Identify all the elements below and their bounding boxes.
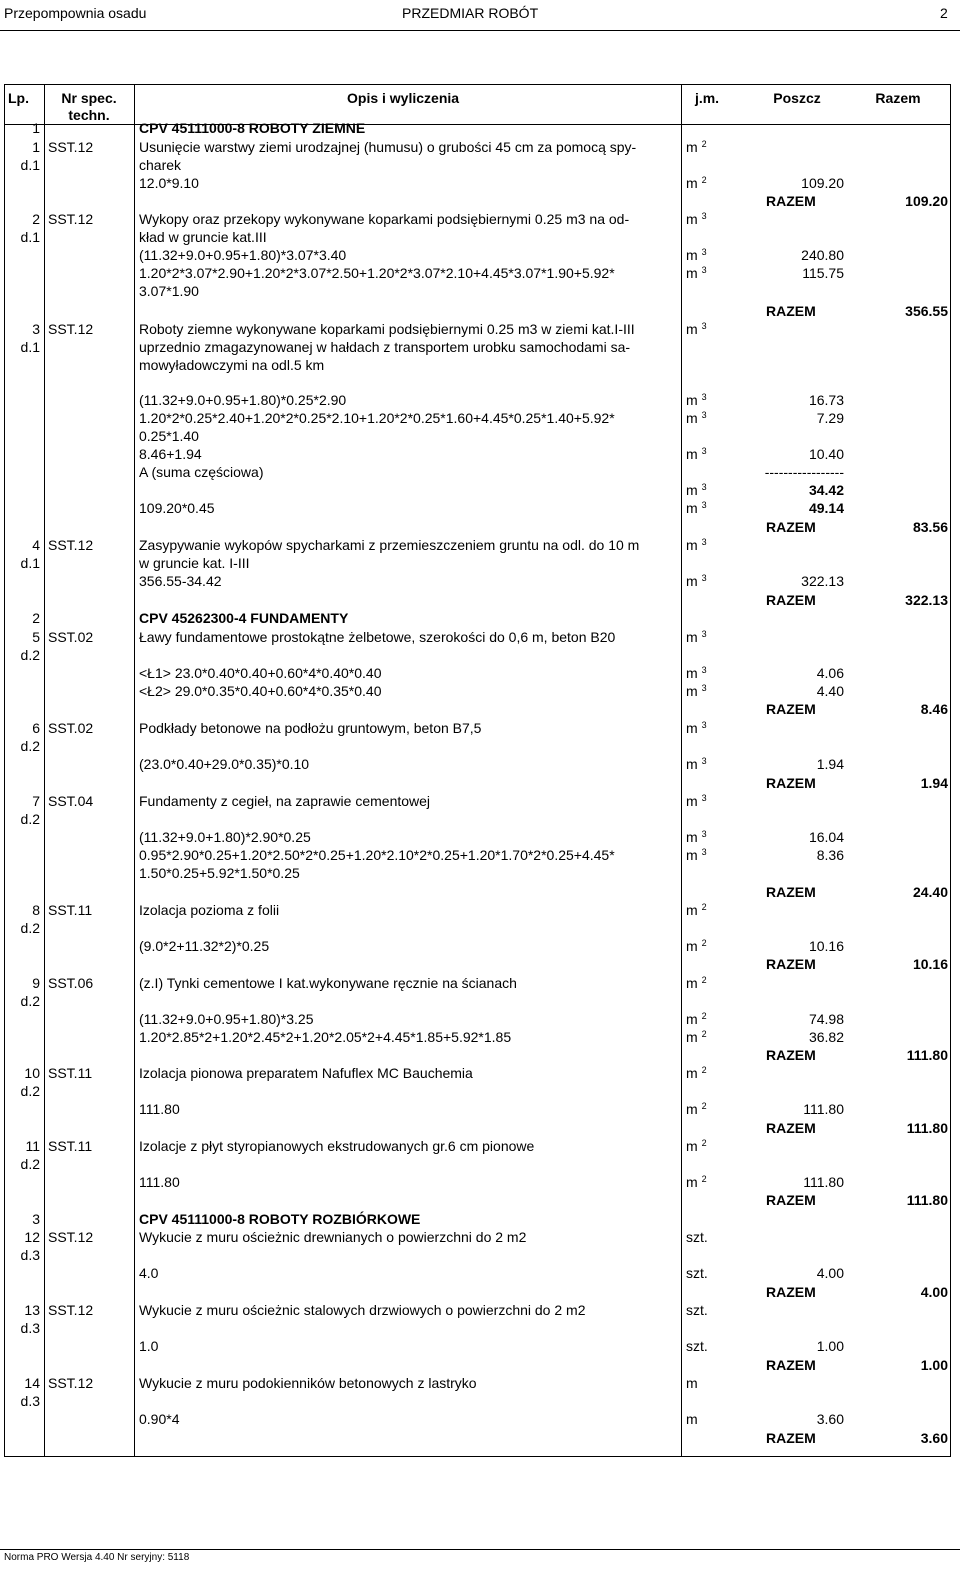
- spec-code: SST.12: [48, 537, 94, 553]
- unit-base: m: [686, 1411, 698, 1427]
- unit-exponent: 3: [701, 500, 707, 510]
- spec-code: SST.11: [48, 1065, 93, 1081]
- unit-base: m: [686, 938, 698, 954]
- spec-code: SST.12: [48, 321, 94, 337]
- unit-base: m: [686, 1375, 698, 1391]
- section-heading: CPV 45262300-4 FUNDAMENTY: [139, 610, 349, 626]
- item-number: 1: [32, 139, 40, 155]
- column-divider-spec: [134, 84, 135, 1456]
- partial-quantity: 4.00: [816, 1265, 844, 1281]
- item-description: 1.50*0.25+5.92*1.50*0.25: [139, 865, 300, 881]
- unit-of-measure: [686, 1137, 707, 1155]
- unit-base: szt.: [686, 1265, 708, 1281]
- table-right-border: [950, 84, 951, 1456]
- column-divider-desc: [681, 84, 682, 1456]
- unit-exponent: 3: [701, 629, 707, 639]
- item-description: charek: [139, 157, 182, 173]
- item-number: 2: [32, 211, 40, 227]
- item-number: d.2: [20, 1083, 40, 1099]
- item-description: (23.0*0.40+29.0*0.35)*0.10: [139, 756, 310, 772]
- unit-base: m: [686, 1065, 698, 1081]
- item-number: d.2: [20, 811, 40, 827]
- partial-quantity: 115.75: [802, 265, 844, 281]
- item-description: 356.55-34.42: [139, 573, 222, 589]
- unit-of-measure: [686, 1064, 707, 1082]
- unit-base: m: [686, 629, 698, 645]
- item-description: Fundamenty z cegieł, na zaprawie cementowej: [139, 793, 431, 809]
- item-description: Izolacje z płyt styropianowych ekstrudowanych gr.6 cm pionowe: [139, 1138, 535, 1154]
- spec-code: SST.02: [48, 720, 94, 736]
- razem-label: RAZEM: [766, 1430, 816, 1446]
- item-number: 1: [32, 120, 40, 136]
- item-description: uprzednio zmagazynowanej w hałdach z transportem urobku samochodami sa-: [139, 339, 631, 355]
- item-number: d.1: [20, 339, 40, 355]
- total-quantity: 111.80: [906, 1192, 948, 1208]
- item-description: <Ł1> 23.0*0.40*0.40+0.60*4*0.40*0.40: [139, 665, 382, 681]
- total-quantity: 111.80: [906, 1120, 948, 1136]
- item-description: Podkłady betonowe na podłożu gruntowym, beton B7,5: [139, 720, 482, 736]
- item-number: 8: [32, 902, 40, 918]
- unit-base: m: [686, 265, 698, 281]
- unit-exponent: 2: [701, 1138, 707, 1148]
- item-description: (11.32+9.0+0.95+1.80)*0.25*2.90: [139, 392, 347, 408]
- item-description: Izolacja pionowa preparatem Nafuflex MC Bauchemia: [139, 1065, 473, 1081]
- unit-base: m: [686, 175, 698, 191]
- item-description: A (suma częściowa): [139, 464, 264, 480]
- unit-base: m: [686, 1138, 698, 1154]
- footer-rule: [0, 1549, 960, 1550]
- partial-quantity: 4.40: [816, 683, 844, 699]
- item-description: Wykucie z muru ościeżnic stalowych drzwiowych o powierzchni do 2 m2: [139, 1302, 586, 1318]
- unit-of-measure: [686, 664, 707, 682]
- table-bottom-border: [4, 1456, 951, 1457]
- item-description: 0.25*1.40: [139, 428, 199, 444]
- unit-base: m: [686, 793, 698, 809]
- unit-base: m: [686, 1174, 698, 1190]
- unit-base: m: [686, 756, 698, 772]
- razem-label: RAZEM: [766, 701, 816, 717]
- unit-exponent: 3: [701, 321, 707, 331]
- unit-exponent: 3: [701, 665, 707, 675]
- spec-code: SST.06: [48, 975, 94, 991]
- item-description: 12.0*9.10: [139, 175, 199, 191]
- partial-quantity: 322.13: [801, 573, 844, 589]
- unit-of-measure: [686, 264, 707, 282]
- razem-label: RAZEM: [766, 519, 816, 535]
- unit-base: m: [686, 573, 698, 589]
- unit-of-measure: [686, 1264, 708, 1282]
- item-number: 3: [32, 321, 40, 337]
- item-number: 13: [24, 1302, 40, 1318]
- unit-of-measure: [686, 937, 707, 955]
- total-quantity: 4.00: [920, 1284, 948, 1300]
- header-page-number: 2: [940, 5, 948, 21]
- item-number: d.2: [20, 1156, 40, 1172]
- unit-of-measure: [686, 481, 707, 499]
- unit-base: m: [686, 211, 698, 227]
- unit-base: m: [686, 500, 698, 516]
- item-description: (9.0*2+11.32*2)*0.25: [139, 938, 270, 954]
- column-divider-lp: [44, 84, 45, 1456]
- unit-exponent: 3: [701, 211, 707, 221]
- unit-exponent: 2: [701, 175, 707, 185]
- unit-of-measure: [686, 1028, 707, 1046]
- unit-of-measure: [686, 628, 707, 646]
- partial-quantity: 16.04: [808, 829, 844, 845]
- unit-base: m: [686, 1101, 698, 1117]
- unit-of-measure: [686, 1173, 707, 1191]
- item-number: 14: [24, 1375, 40, 1391]
- spec-code: SST.12: [48, 1375, 94, 1391]
- item-description: Zasypywanie wykopów spycharkami z przemieszczeniem gruntu na odl. do 10 m: [139, 537, 640, 553]
- partial-quantity: 240.80: [801, 247, 844, 263]
- unit-base: m: [686, 482, 698, 498]
- partial-quantity: 7.29: [816, 410, 844, 426]
- unit-of-measure: [686, 846, 707, 864]
- unit-of-measure: [686, 974, 707, 992]
- razem-label: RAZEM: [766, 775, 816, 791]
- spec-code: SST.12: [48, 139, 94, 155]
- unit-base: m: [686, 537, 698, 553]
- unit-of-measure: [686, 901, 707, 919]
- unit-of-measure: [686, 682, 707, 700]
- column-header-spec-line2: techn.: [68, 107, 110, 123]
- table-top-border: [4, 84, 951, 85]
- razem-label: RAZEM: [766, 303, 816, 319]
- item-description: Roboty ziemne wykonywane koparkami podsiębiernymi 0.25 m3 w ziemi kat.I-III: [139, 321, 635, 337]
- item-description: (11.32+9.0+1.80)*2.90*0.25: [139, 829, 311, 845]
- unit-of-measure: [686, 719, 707, 737]
- unit-exponent: 2: [701, 1065, 707, 1075]
- item-number: 7: [32, 793, 40, 809]
- item-description: Wykucie z muru podokienników betonowych z lastryko: [139, 1375, 477, 1391]
- item-description: mowyładowczymi na odl.5 km: [139, 357, 325, 373]
- partial-quantity: 8.36: [816, 847, 844, 863]
- item-description: 1.20*2*0.25*2.40+1.20*2*0.25*2.10+1.20*2*0.25*1.60+4.45*0.25*1.40+5.92*: [139, 410, 615, 426]
- unit-base: m: [686, 139, 698, 155]
- unit-of-measure: [686, 246, 707, 264]
- item-number: 9: [32, 975, 40, 991]
- column-header-unit: j.m.: [694, 90, 720, 106]
- spec-code: SST.12: [48, 1229, 94, 1245]
- total-quantity: 8.46: [920, 701, 948, 717]
- unit-exponent: 2: [701, 139, 707, 149]
- item-description: 3.07*1.90: [139, 283, 199, 299]
- unit-base: m: [686, 665, 698, 681]
- total-quantity: 3.60: [920, 1430, 948, 1446]
- partial-quantity: 111.80: [803, 1101, 844, 1117]
- unit-exponent: 3: [701, 537, 707, 547]
- partial-quantity: -----------------: [764, 464, 844, 480]
- unit-base: m: [686, 446, 698, 462]
- unit-exponent: 3: [701, 482, 707, 492]
- item-description: 111.80: [139, 1174, 180, 1190]
- unit-base: m: [686, 410, 698, 426]
- item-description: Izolacja pozioma z folii: [139, 902, 280, 918]
- unit-of-measure: [686, 210, 707, 228]
- item-number: d.3: [20, 1393, 40, 1409]
- razem-label: RAZEM: [766, 1047, 816, 1063]
- unit-exponent: 2: [701, 1029, 707, 1039]
- column-header-razem: Razem: [875, 90, 921, 106]
- item-number: 4: [32, 537, 40, 553]
- unit-base: m: [686, 1011, 698, 1027]
- section-heading: CPV 45111000-8 ROBOTY ROZBIÓRKOWE: [139, 1211, 421, 1227]
- unit-exponent: 3: [701, 829, 707, 839]
- item-number: 6: [32, 720, 40, 736]
- unit-base: m: [686, 720, 698, 736]
- unit-of-measure: [686, 391, 707, 409]
- item-number: 3: [32, 1211, 40, 1227]
- partial-quantity: 10.40: [808, 446, 844, 462]
- unit-exponent: 3: [701, 446, 707, 456]
- partial-quantity: 74.98: [808, 1011, 844, 1027]
- unit-of-measure: [686, 755, 707, 773]
- unit-exponent: 2: [701, 1011, 707, 1021]
- spec-code: SST.04: [48, 793, 94, 809]
- total-quantity: 1.94: [920, 775, 948, 791]
- item-description: 1.20*2.85*2+1.20*2.45*2+1.20*2.05*2+4.45*1.85+5.92*1.85: [139, 1029, 512, 1045]
- item-number: d.1: [20, 229, 40, 245]
- item-description: 8.46+1.94: [139, 446, 202, 462]
- header-rule: [0, 30, 960, 31]
- partial-quantity: 4.06: [816, 665, 844, 681]
- unit-exponent: 2: [701, 1101, 707, 1111]
- partial-quantity: 1.94: [816, 756, 844, 772]
- item-number: d.1: [20, 555, 40, 571]
- unit-base: m: [686, 829, 698, 845]
- unit-exponent: 3: [701, 247, 707, 257]
- partial-quantity: 36.82: [808, 1029, 844, 1045]
- unit-of-measure: [686, 536, 707, 554]
- item-description: 111.80: [139, 1101, 180, 1117]
- item-description: Usunięcie warstwy ziemi urodzajnej (humusu) o grubości 45 cm za pomocą spy-: [139, 139, 637, 155]
- item-description: 0.90*4: [139, 1411, 180, 1427]
- unit-exponent: 2: [701, 938, 707, 948]
- unit-base: m: [686, 847, 698, 863]
- partial-quantity: 3.60: [816, 1411, 844, 1427]
- item-number: 11: [25, 1138, 40, 1154]
- razem-label: RAZEM: [766, 1284, 816, 1300]
- unit-exponent: 3: [701, 756, 707, 766]
- partial-quantity: 49.14: [808, 500, 844, 516]
- total-quantity: 24.40: [912, 884, 948, 900]
- footer-software-info: Norma PRO Wersja 4.40 Nr seryjny: 5118: [4, 1552, 190, 1563]
- unit-of-measure: [686, 174, 707, 192]
- section-heading: CPV 45111000-8 ROBOTY ZIEMNE: [139, 120, 366, 136]
- unit-base: szt.: [686, 1302, 708, 1318]
- unit-exponent: 2: [701, 902, 707, 912]
- partial-quantity: 16.73: [808, 392, 844, 408]
- unit-of-measure: [686, 1100, 707, 1118]
- unit-of-measure: [686, 499, 707, 517]
- unit-of-measure: [686, 445, 707, 463]
- unit-exponent: 3: [701, 573, 707, 583]
- item-number: d.3: [20, 1320, 40, 1336]
- spec-code: SST.12: [48, 1302, 94, 1318]
- razem-label: RAZEM: [766, 956, 816, 972]
- unit-exponent: 2: [701, 1174, 707, 1184]
- spec-code: SST.11: [48, 1138, 93, 1154]
- unit-exponent: 2: [701, 975, 707, 985]
- item-description: 0.95*2.90*0.25+1.20*2.50*2*0.25+1.20*2.10*2*0.25+1.20*1.70*2*0.25+4.45*: [139, 847, 615, 863]
- partial-quantity: 34.42: [808, 482, 844, 498]
- column-header-poszcz: Poszcz: [773, 90, 821, 106]
- partial-quantity: 1.00: [816, 1338, 844, 1354]
- unit-base: m: [686, 392, 698, 408]
- unit-exponent: 3: [701, 683, 707, 693]
- razem-label: RAZEM: [766, 193, 816, 209]
- column-header-spec-line1: Nr spec.: [61, 90, 117, 106]
- partial-quantity: 111.80: [803, 1174, 844, 1190]
- spec-code: SST.11: [48, 902, 93, 918]
- item-description: 4.0: [139, 1265, 159, 1281]
- item-description: kład w gruncie kat.III: [139, 229, 267, 245]
- unit-exponent: 3: [701, 847, 707, 857]
- item-number: d.2: [20, 920, 40, 936]
- total-quantity: 83.56: [912, 519, 948, 535]
- item-number: 5: [32, 629, 40, 645]
- item-description: Wykucie z muru ościeżnic drewnianych o powierzchni do 2 m2: [139, 1229, 527, 1245]
- total-quantity: 111.80: [906, 1047, 948, 1063]
- item-description: w gruncie kat. I-III: [139, 555, 250, 571]
- partial-quantity: 109.20: [801, 175, 844, 191]
- unit-base: szt.: [686, 1338, 708, 1354]
- razem-label: RAZEM: [766, 1192, 816, 1208]
- total-quantity: 1.00: [920, 1357, 948, 1373]
- unit-of-measure: [686, 409, 707, 427]
- spec-code: SST.12: [48, 211, 94, 227]
- item-number: 12: [24, 1229, 40, 1245]
- header-project-name: Przepompownia osadu: [4, 5, 147, 21]
- item-description: (z.I) Tynki cementowe I kat.wykonywane ręcznie na ścianach: [139, 975, 517, 991]
- unit-of-measure: [686, 138, 707, 156]
- unit-exponent: 3: [701, 410, 707, 420]
- item-description: 109.20*0.45: [139, 500, 215, 516]
- item-number: 10: [24, 1065, 40, 1081]
- total-quantity: 10.16: [912, 956, 948, 972]
- unit-of-measure: [686, 1337, 708, 1355]
- unit-of-measure: [686, 1410, 698, 1428]
- item-number: d.2: [20, 993, 40, 1009]
- header-document-title: PRZEDMIAR ROBÓT: [402, 5, 539, 21]
- item-description: (11.32+9.0+0.95+1.80)*3.25: [139, 1011, 314, 1027]
- unit-exponent: 3: [701, 793, 707, 803]
- column-header-description: Opis i wyliczenia: [347, 90, 460, 106]
- unit-of-measure: [686, 1374, 698, 1392]
- item-description: 1.0: [139, 1338, 159, 1354]
- unit-base: m: [686, 683, 698, 699]
- unit-base: m: [686, 902, 698, 918]
- total-quantity: 356.55: [905, 303, 948, 319]
- item-description: 1.20*2*3.07*2.90+1.20*2*3.07*2.50+1.20*2*3.07*2.10+4.45*3.07*1.90+5.92*: [139, 265, 615, 281]
- unit-base: m: [686, 975, 698, 991]
- item-number: d.2: [20, 738, 40, 754]
- unit-of-measure: [686, 1010, 707, 1028]
- unit-base: m: [686, 1029, 698, 1045]
- total-quantity: 109.20: [905, 193, 948, 209]
- unit-exponent: 3: [701, 720, 707, 730]
- unit-of-measure: [686, 572, 707, 590]
- item-description: (11.32+9.0+0.95+1.80)*3.07*3.40: [139, 247, 347, 263]
- item-number: d.1: [20, 157, 40, 173]
- unit-exponent: 3: [701, 392, 707, 402]
- razem-label: RAZEM: [766, 1120, 816, 1136]
- unit-of-measure: [686, 828, 707, 846]
- unit-of-measure: [686, 1228, 708, 1246]
- spec-code: SST.02: [48, 629, 94, 645]
- unit-base: szt.: [686, 1229, 708, 1245]
- razem-label: RAZEM: [766, 1357, 816, 1373]
- partial-quantity: 10.16: [808, 938, 844, 954]
- unit-exponent: 3: [701, 265, 707, 275]
- total-quantity: 322.13: [905, 592, 948, 608]
- unit-of-measure: [686, 1301, 708, 1319]
- item-description: <Ł2> 29.0*0.35*0.40+0.60*4*0.35*0.40: [139, 683, 382, 699]
- column-header-lp: Lp.: [8, 90, 29, 106]
- item-description: Wykopy oraz przekopy wykonywane koparkami podsiębiernymi 0.25 m3 na od-: [139, 211, 630, 227]
- razem-label: RAZEM: [766, 884, 816, 900]
- item-number: 2: [32, 610, 40, 626]
- item-number: d.3: [20, 1247, 40, 1263]
- unit-of-measure: [686, 792, 707, 810]
- razem-label: RAZEM: [766, 592, 816, 608]
- unit-base: m: [686, 247, 698, 263]
- item-description: Ławy fundamentowe prostokątne żelbetowe, szerokości do 0,6 m, beton B20: [139, 629, 616, 645]
- unit-of-measure: [686, 320, 707, 338]
- unit-base: m: [686, 321, 698, 337]
- item-number: d.2: [20, 647, 40, 663]
